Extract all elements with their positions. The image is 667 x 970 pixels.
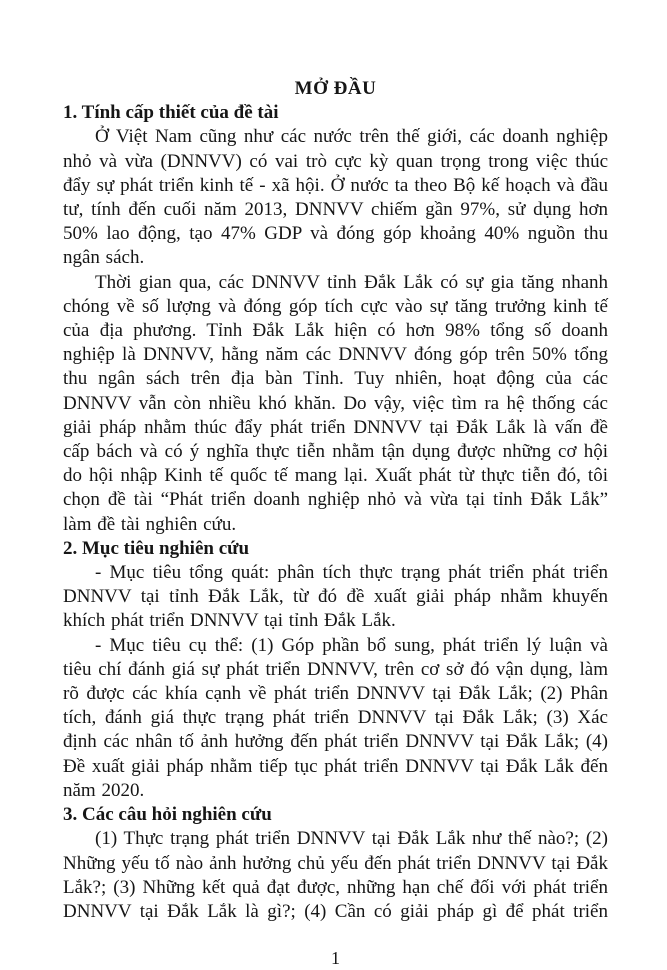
section-heading-1: 1. Tính cấp thiết của đề tài <box>63 102 279 124</box>
paragraph: (1) Thực trạng phát triển DNNVV tại Đắk Lắk như thế nào?; (2) Những yếu tố nào ảnh hưởng chủ yếu đến phát triển DNNVV tại Đắk Lắk?; (3) Những kết quả đạt được, những hạn chế đối với phát triển DNNVV tại Đắk Lắk là gì?; (4) Cần có giải pháp gì để phát triển <box>63 828 608 922</box>
section-heading-2: 2. Mục tiêu nghiên cứu <box>63 537 250 559</box>
paragraph: Thời gian qua, các DNNVV tỉnh Đắk Lắk có sự gia tăng nhanh chóng về số lượng và đóng góp tích cực vào sự tăng trưởng kinh tế của địa phương. Tỉnh Đắk Lắk hiện có hơn 98% tổng số doanh nghiệp là DNNVV, hằng năm các DNNVV đóng góp trên 50% tổng thu ngân sách trên địa bàn Tỉnh. Tuy nhiên, hoạt động của các DNNVV vẫn còn nhiều khó khăn. Do vậy, việc tìm ra hệ thống các giải pháp nhằm thúc đẩy phát triển DNNVV tại Đắk Lắk là vấn đề cấp bách và có ý nghĩa thực tiễn nhằm tận dụng được những cơ hội do hội nhập Kinh tế quốc tế mang lại. Xuất phát từ thực tiễn đó, tôi chọn đề tài “Phát triển doanh nghiệp nhỏ và vừa tại tỉnh Đắk Lắk” làm đề tài nghiên cứu. <box>63 271 608 535</box>
paragraph: - Mục tiêu tổng quát: phân tích thực trạng phát triển phát triển DNNVV tại tỉnh Đắk Lắk, từ đó đề xuất giải pháp nhằm khuyến khích phát triển DNNVV tại tỉnh Đắk Lắk. <box>63 562 608 632</box>
paragraph: - Mục tiêu cụ thể: (1) Góp phần bổ sung, phát triển lý luận và tiêu chí đánh giá sự phát triển DNNVV, trên cơ sở đó vận dụng, làm rõ được các khía cạnh về phát triển DNNVV tại Đắk Lắk; (2) Phân tích, đánh giá thực trạng phát triển DNNVV tại Đắk Lắk; (3) Xác định các nhân tố ảnh hưởng đến phát triển DNNVV tại Đắk Lắk; (4) Đề xuất giải pháp nhằm tiếp tục phát triển DNNVV tại Đắk Lắk đến năm 2020. <box>63 634 608 801</box>
page-title: MỞ ĐẦU <box>294 78 377 99</box>
paragraph: Ở Việt Nam cũng như các nước trên thế giới, các doanh nghiệp nhỏ và vừa (DNNVV) có vai trò cực kỳ quan trọng trong việc thúc đẩy sự phát triển kinh tế - xã hội. Ở nước ta theo Bộ kế hoạch và đầu tư, tính đến cuối năm 2013, DNNVV chiếm gần 97%, sử dụng hơn 50% lao động, tạo 47% GDP và đóng góp khoảng 40% nguồn thu ngân sách. <box>63 126 608 269</box>
section-heading-3: 3. Các câu hỏi nghiên cứu <box>63 804 272 826</box>
page-number: 1 <box>331 948 340 969</box>
